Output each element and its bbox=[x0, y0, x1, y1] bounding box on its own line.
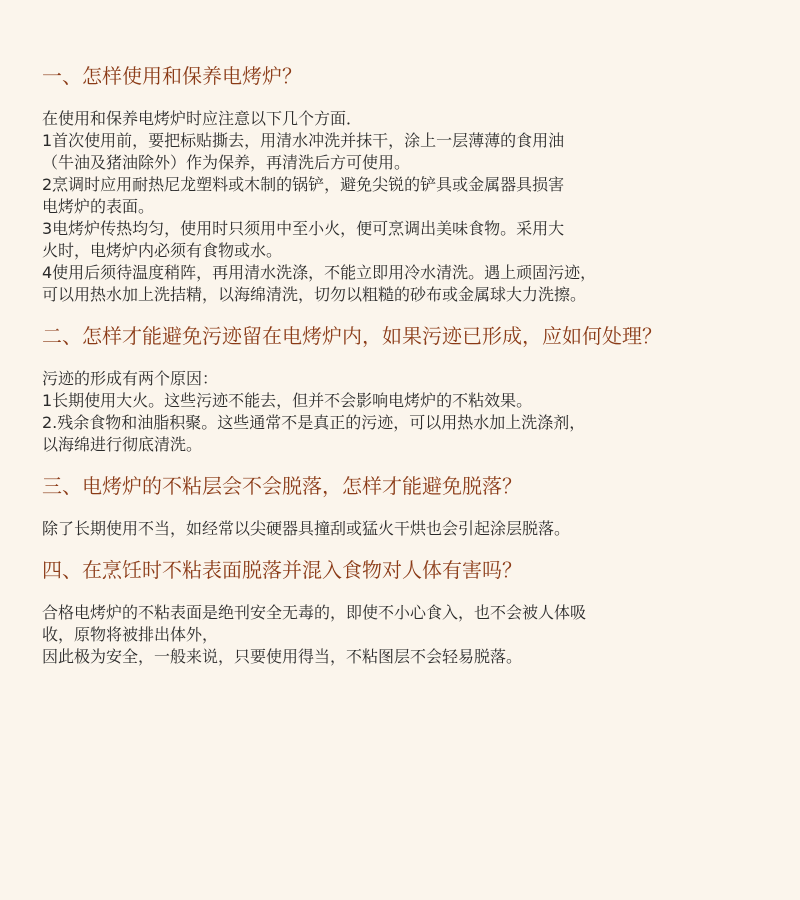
paragraph-line: 3电烤炉传热均匀，使用时只须用中至小火，便可烹调出美味食物。采用大 bbox=[42, 219, 565, 238]
paragraph-line: 可以用热水加上洗拮精，以海绵清洗，切勿以粗糙的砂布或金属球大力洗擦。 bbox=[42, 285, 587, 304]
section-heading: 一、怎样使用和保养电烤炉？ bbox=[42, 64, 302, 88]
section-coating-peeling bbox=[42, 472, 770, 540]
paragraph-line: 在使用和保养电烤炉时应注意以下几个方面． bbox=[42, 109, 363, 128]
section-heading: 三、电烤炉的不粘层会不会脱落，怎样才能避免脱落？ bbox=[42, 474, 522, 498]
section-heading: 四、在烹饪时不粘表面脱落并混入食物对人体有害吗？ bbox=[42, 558, 522, 582]
section-usage-maintenance bbox=[42, 62, 770, 306]
section-health-safety bbox=[42, 556, 770, 668]
section-stain-prevention bbox=[42, 322, 770, 456]
paragraph-line: 污迹的形成有两个原因： bbox=[42, 369, 219, 388]
paragraph-line: 收，原物将被排出体外， bbox=[42, 625, 219, 644]
paragraph-line: （牛油及猪油除外）作为保养，再清洗后方可使用。 bbox=[42, 153, 411, 172]
paragraph-line: 除了长期使用不当，如经常以尖硬器具撞刮或猛火干烘也会引起涂层脱落。 bbox=[42, 519, 571, 538]
paragraph-line: 电烤炉的表面。 bbox=[42, 197, 155, 216]
paragraph-line: 以海绵进行彻底清洗。 bbox=[42, 435, 203, 454]
paragraph-line: 1长期使用大火。这些污迹不能去，但并不会影响电烤炉的不粘效果。 bbox=[42, 391, 533, 410]
paragraph-line: 合格电烤炉的不粘表面是绝刊安全无毒的，即使不小心食入，也不会被人体吸 bbox=[42, 603, 587, 622]
section-heading: 二、怎样才能避免污迹留在电烤炉内，如果污迹已形成，应如何处理？ bbox=[42, 324, 662, 348]
paragraph-line: 火时，电烤炉内必须有食物或水。 bbox=[42, 241, 283, 260]
paragraph-line: 2.残余食物和油脂积聚。这些通常不是真正的污迹，可以用热水加上洗涤剂， bbox=[42, 413, 586, 432]
paragraph-line: 4使用后须待温度稍阵，再用清水洗涤，不能立即用冷水清洗。遇上顽固污迹， bbox=[42, 263, 597, 282]
paragraph-line: 因此极为安全，一般来说，只要使用得当，不粘图层不会轻易脱落。 bbox=[42, 647, 523, 666]
paragraph-line: 1首次使用前，要把标贴撕去，用清水冲洗并抹干，涂上一层薄薄的食用油 bbox=[42, 131, 565, 150]
paragraph-line: 2烹调时应用耐热尼龙塑料或木制的锅铲，避免尖锐的铲具或金属器具损害 bbox=[42, 175, 565, 194]
